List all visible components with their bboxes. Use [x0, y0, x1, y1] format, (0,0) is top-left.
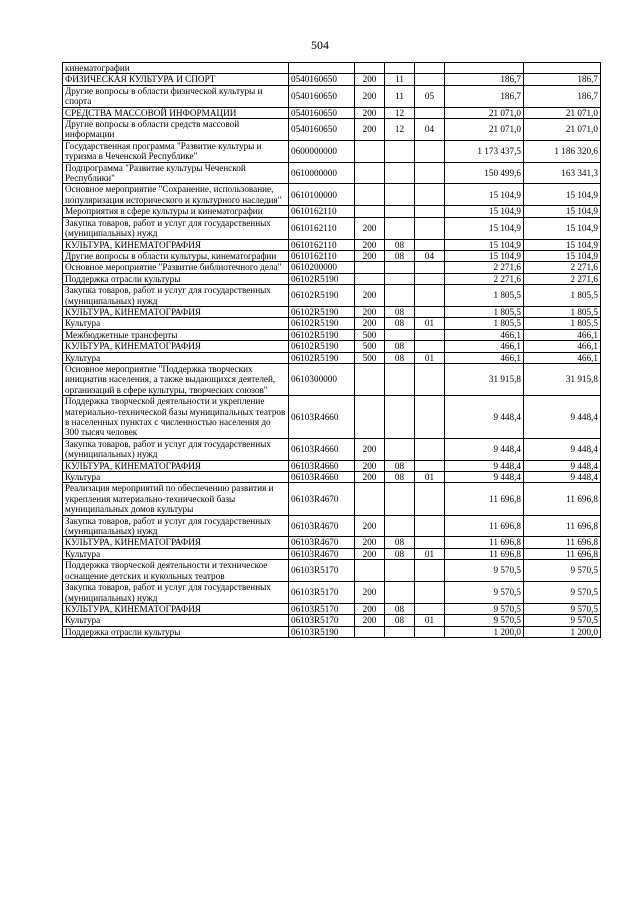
row-name: Закупка товаров, работ и услуг для государственных (муниципальных) нужд — [63, 217, 289, 239]
expense-type: 200 — [355, 615, 385, 626]
row-name: СРЕДСТВА МАССОВОЙ ИНФОРМАЦИИ — [63, 107, 289, 118]
expense-type: 200 — [355, 239, 385, 250]
table-row — [63, 107, 601, 118]
expense-type — [355, 162, 385, 184]
expense-type: 200 — [355, 582, 385, 604]
subsection: 05 — [415, 85, 445, 107]
amount-year-2: 11 696,8 — [524, 515, 601, 537]
expense-type — [355, 363, 385, 395]
target-code: 06103R4670 — [289, 548, 355, 559]
table-row — [63, 582, 601, 604]
amount-year-1: 150 499,6 — [445, 162, 524, 184]
section — [385, 329, 415, 340]
target-code: 06103R5170 — [289, 560, 355, 582]
section: 11 — [385, 74, 415, 85]
expense-type: 500 — [355, 329, 385, 340]
page-number: 504 — [311, 38, 329, 52]
amount-year-2: 15 104,9 — [524, 184, 601, 206]
row-name: Основное мероприятие "Сохранение, использование, популяризация исторического и культурного наследия" — [63, 184, 289, 206]
target-code: 06102R5190 — [289, 285, 355, 307]
amount-year-2: 15 104,9 — [524, 239, 601, 250]
budget-table-body — [63, 63, 601, 638]
target-code: 06103R4660 — [289, 396, 355, 439]
section: 08 — [385, 341, 415, 352]
row-name: ФИЗИЧЕСКАЯ КУЛЬТУРА И СПОРТ — [63, 74, 289, 85]
amount-year-2: 186,7 — [524, 85, 601, 107]
expense-type: 200 — [355, 285, 385, 307]
amount-year-1: 15 104,9 — [445, 217, 524, 239]
target-code: 0610100000 — [289, 184, 355, 206]
subsection: 01 — [415, 548, 445, 559]
section — [385, 483, 415, 515]
table-row — [63, 318, 601, 329]
amount-year-1: 9 570,5 — [445, 560, 524, 582]
target-code: 0540160650 — [289, 119, 355, 141]
section — [385, 285, 415, 307]
table-row — [63, 483, 601, 515]
target-code — [289, 63, 355, 74]
target-code: 06102R5190 — [289, 273, 355, 284]
amount-year-1 — [445, 63, 524, 74]
table-row — [63, 162, 601, 184]
row-name: Поддержка творческой деятельности и укрепление материально-технической базы муниципальных театров в населенных пунктах с численностью населения до 300 тысяч человек — [63, 396, 289, 439]
subsection — [415, 396, 445, 439]
target-code: 06103R5170 — [289, 582, 355, 604]
row-name: КУЛЬТУРА, КИНЕМАТОГРАФИЯ — [63, 537, 289, 548]
section: 08 — [385, 306, 415, 317]
target-code: 0610162110 — [289, 239, 355, 250]
row-name: Реализация мероприятий по обеспечению развития и укрепления материально-технической базы муниципальных домов культуры — [63, 483, 289, 515]
subsection: 01 — [415, 472, 445, 483]
row-name: Основное мероприятие "Развитие библиотечного дела" — [63, 262, 289, 273]
target-code: 06103R4670 — [289, 537, 355, 548]
row-name: Поддержка отрасли культуры — [63, 273, 289, 284]
section — [385, 396, 415, 439]
expense-type — [355, 184, 385, 206]
amount-year-1: 1 805,5 — [445, 318, 524, 329]
target-code: 06103R4670 — [289, 515, 355, 537]
amount-year-1: 15 104,9 — [445, 184, 524, 206]
amount-year-1: 1 805,5 — [445, 306, 524, 317]
row-name: КУЛЬТУРА, КИНЕМАТОГРАФИЯ — [63, 239, 289, 250]
amount-year-2: 15 104,9 — [524, 206, 601, 217]
target-code: 0540160650 — [289, 107, 355, 118]
expense-type: 200 — [355, 472, 385, 483]
amount-year-2: 11 696,8 — [524, 483, 601, 515]
row-name: Закупка товаров, работ и услуг для государственных (муниципальных) нужд — [63, 438, 289, 460]
table-row — [63, 285, 601, 307]
section — [385, 626, 415, 637]
expense-type: 200 — [355, 438, 385, 460]
amount-year-2: 9 448,4 — [524, 460, 601, 471]
section: 08 — [385, 250, 415, 261]
subsection — [415, 483, 445, 515]
subsection — [415, 560, 445, 582]
amount-year-2: 31 915,8 — [524, 363, 601, 395]
table-row — [63, 560, 601, 582]
amount-year-2: 1 186 320,6 — [524, 140, 601, 162]
expense-type: 200 — [355, 537, 385, 548]
section — [385, 582, 415, 604]
subsection — [415, 206, 445, 217]
section — [385, 184, 415, 206]
section: 08 — [385, 603, 415, 614]
subsection — [415, 626, 445, 637]
target-code: 0540160650 — [289, 85, 355, 107]
expense-type: 500 — [355, 352, 385, 363]
amount-year-1: 186,7 — [445, 74, 524, 85]
amount-year-2: 1 805,5 — [524, 306, 601, 317]
amount-year-1: 186,7 — [445, 85, 524, 107]
expense-type — [355, 396, 385, 439]
table-row — [63, 306, 601, 317]
target-code: 06103R5190 — [289, 626, 355, 637]
subsection — [415, 603, 445, 614]
row-name: Мероприятия в сфере культуры и кинематографии — [63, 206, 289, 217]
table-row — [63, 63, 601, 74]
subsection — [415, 363, 445, 395]
target-code: 06102R5190 — [289, 341, 355, 352]
budget-table — [62, 62, 601, 638]
table-row — [63, 250, 601, 261]
target-code: 06103R4660 — [289, 460, 355, 471]
expense-type — [355, 273, 385, 284]
table-row — [63, 184, 601, 206]
table-row — [63, 273, 601, 284]
amount-year-1: 31 915,8 — [445, 363, 524, 395]
subsection — [415, 582, 445, 604]
section: 12 — [385, 119, 415, 141]
expense-type: 200 — [355, 107, 385, 118]
section: 08 — [385, 460, 415, 471]
subsection — [415, 162, 445, 184]
section: 08 — [385, 472, 415, 483]
amount-year-1: 466,1 — [445, 341, 524, 352]
amount-year-1: 9 448,4 — [445, 472, 524, 483]
table-row — [63, 537, 601, 548]
row-name: Другие вопросы в области физической культуры и спорта — [63, 85, 289, 107]
expense-type — [355, 262, 385, 273]
table-row — [63, 352, 601, 363]
table-row — [63, 548, 601, 559]
table-row — [63, 262, 601, 273]
amount-year-2: 186,7 — [524, 74, 601, 85]
row-name: Культура — [63, 548, 289, 559]
amount-year-2: 9 448,4 — [524, 396, 601, 439]
amount-year-2: 11 696,8 — [524, 548, 601, 559]
row-name: Культура — [63, 352, 289, 363]
subsection — [415, 74, 445, 85]
row-name: Другие вопросы в области культуры, кинематографии — [63, 250, 289, 261]
table-row — [63, 239, 601, 250]
row-name: Поддержка творческой деятельности и техническое оснащение детских и кукольных театров — [63, 560, 289, 582]
amount-year-1: 21 071,0 — [445, 119, 524, 141]
section: 11 — [385, 85, 415, 107]
amount-year-1: 466,1 — [445, 329, 524, 340]
table-row — [63, 74, 601, 85]
subsection — [415, 217, 445, 239]
amount-year-2: 1 805,5 — [524, 318, 601, 329]
subsection — [415, 438, 445, 460]
row-name: Подпрограмма "Развитие культуры Чеченской Республики" — [63, 162, 289, 184]
row-name: Межбюджетные трансферты — [63, 329, 289, 340]
amount-year-2: 466,1 — [524, 329, 601, 340]
expense-type — [355, 483, 385, 515]
expense-type — [355, 140, 385, 162]
row-name: КУЛЬТУРА, КИНЕМАТОГРАФИЯ — [63, 603, 289, 614]
subsection — [415, 285, 445, 307]
subsection: 01 — [415, 615, 445, 626]
subsection — [415, 239, 445, 250]
section: 08 — [385, 548, 415, 559]
target-code: 06102R5190 — [289, 318, 355, 329]
amount-year-1: 11 696,8 — [445, 537, 524, 548]
target-code: 06103R4660 — [289, 438, 355, 460]
amount-year-2: 2 271,6 — [524, 262, 601, 273]
amount-year-1: 9 570,5 — [445, 582, 524, 604]
amount-year-2: 21 071,0 — [524, 107, 601, 118]
amount-year-2: 9 570,5 — [524, 582, 601, 604]
amount-year-2: 15 104,9 — [524, 250, 601, 261]
target-code: 0600000000 — [289, 140, 355, 162]
amount-year-1: 9 570,5 — [445, 615, 524, 626]
table-row — [63, 329, 601, 340]
expense-type: 200 — [355, 250, 385, 261]
table-row — [63, 626, 601, 637]
section — [385, 217, 415, 239]
section: 08 — [385, 239, 415, 250]
expense-type — [355, 560, 385, 582]
row-name: Культура — [63, 318, 289, 329]
subsection — [415, 537, 445, 548]
subsection — [415, 341, 445, 352]
amount-year-2: 9 570,5 — [524, 560, 601, 582]
amount-year-1: 2 271,6 — [445, 273, 524, 284]
amount-year-2: 21 071,0 — [524, 119, 601, 141]
row-name: Закупка товаров, работ и услуг для государственных (муниципальных) нужд — [63, 285, 289, 307]
subsection: 01 — [415, 352, 445, 363]
amount-year-2: 9 448,4 — [524, 472, 601, 483]
section — [385, 140, 415, 162]
table-row — [63, 119, 601, 141]
amount-year-1: 9 448,4 — [445, 460, 524, 471]
section: 12 — [385, 107, 415, 118]
subsection: 04 — [415, 119, 445, 141]
amount-year-1: 11 696,8 — [445, 548, 524, 559]
expense-type — [355, 206, 385, 217]
subsection — [415, 140, 445, 162]
row-name: Государственная программа "Развитие культуры и туризма в Чеченской Республике" — [63, 140, 289, 162]
amount-year-1: 21 071,0 — [445, 107, 524, 118]
amount-year-2: 15 104,9 — [524, 217, 601, 239]
row-name: КУЛЬТУРА, КИНЕМАТОГРАФИЯ — [63, 460, 289, 471]
target-code: 06102R5190 — [289, 352, 355, 363]
table-row — [63, 140, 601, 162]
target-code: 0610300000 — [289, 363, 355, 395]
amount-year-1: 9 448,4 — [445, 396, 524, 439]
row-name: Закупка товаров, работ и услуг для государственных (муниципальных) нужд — [63, 582, 289, 604]
amount-year-2: 466,1 — [524, 341, 601, 352]
row-name: КУЛЬТУРА, КИНЕМАТОГРАФИЯ — [63, 341, 289, 352]
section — [385, 162, 415, 184]
section — [385, 438, 415, 460]
row-name: Основное мероприятие "Поддержка творческих инициатив населения, а также выдающихся деятелей, организаций в сфере культуры, творческих союзов" — [63, 363, 289, 395]
row-name: Закупка товаров, работ и услуг для государственных (муниципальных) нужд — [63, 515, 289, 537]
expense-type: 200 — [355, 515, 385, 537]
amount-year-1: 15 104,9 — [445, 239, 524, 250]
section — [385, 63, 415, 74]
table-row — [63, 217, 601, 239]
subsection — [415, 515, 445, 537]
section: 08 — [385, 537, 415, 548]
amount-year-1: 1 805,5 — [445, 285, 524, 307]
subsection: 01 — [415, 318, 445, 329]
expense-type: 500 — [355, 341, 385, 352]
amount-year-1: 1 173 437,5 — [445, 140, 524, 162]
target-code: 06103R4670 — [289, 483, 355, 515]
target-code: 06102R5190 — [289, 329, 355, 340]
row-name: Другие вопросы в области средств массовой информации — [63, 119, 289, 141]
row-name: кинематографии — [63, 63, 289, 74]
table-row — [63, 341, 601, 352]
table-row — [63, 363, 601, 395]
target-code: 0610200000 — [289, 262, 355, 273]
target-code: 0610162110 — [289, 206, 355, 217]
amount-year-2: 163 341,3 — [524, 162, 601, 184]
amount-year-1: 9 448,4 — [445, 438, 524, 460]
amount-year-2: 466,1 — [524, 352, 601, 363]
expense-type: 200 — [355, 603, 385, 614]
section — [385, 206, 415, 217]
section: 08 — [385, 352, 415, 363]
amount-year-2: 1 805,5 — [524, 285, 601, 307]
section — [385, 363, 415, 395]
expense-type: 200 — [355, 85, 385, 107]
amount-year-1: 15 104,9 — [445, 250, 524, 261]
subsection — [415, 460, 445, 471]
expense-type: 200 — [355, 318, 385, 329]
row-name: Культура — [63, 615, 289, 626]
table-row — [63, 438, 601, 460]
expense-type — [355, 63, 385, 74]
target-code: 0610162110 — [289, 217, 355, 239]
amount-year-1: 9 570,5 — [445, 603, 524, 614]
amount-year-1: 1 200,0 — [445, 626, 524, 637]
target-code: 0610162110 — [289, 250, 355, 261]
target-code: 06102R5190 — [289, 306, 355, 317]
table-row — [63, 515, 601, 537]
subsection — [415, 184, 445, 206]
expense-type: 200 — [355, 74, 385, 85]
section — [385, 262, 415, 273]
expense-type: 200 — [355, 217, 385, 239]
expense-type: 200 — [355, 460, 385, 471]
target-code: 0610000000 — [289, 162, 355, 184]
expense-type: 200 — [355, 306, 385, 317]
amount-year-1: 2 271,6 — [445, 262, 524, 273]
subsection — [415, 273, 445, 284]
expense-type: 200 — [355, 548, 385, 559]
subsection — [415, 107, 445, 118]
section: 08 — [385, 615, 415, 626]
amount-year-2 — [524, 63, 601, 74]
amount-year-1: 11 696,8 — [445, 515, 524, 537]
row-name: КУЛЬТУРА, КИНЕМАТОГРАФИЯ — [63, 306, 289, 317]
table-row — [63, 206, 601, 217]
section — [385, 273, 415, 284]
section — [385, 560, 415, 582]
target-code: 06103R5170 — [289, 603, 355, 614]
target-code: 06103R5170 — [289, 615, 355, 626]
amount-year-1: 11 696,8 — [445, 483, 524, 515]
table-row — [63, 603, 601, 614]
section: 08 — [385, 318, 415, 329]
subsection — [415, 306, 445, 317]
section — [385, 515, 415, 537]
table-row — [63, 85, 601, 107]
expense-type: 200 — [355, 119, 385, 141]
table-row — [63, 396, 601, 439]
target-code: 0540160650 — [289, 74, 355, 85]
subsection: 04 — [415, 250, 445, 261]
row-name: Поддержка отрасли культуры — [63, 626, 289, 637]
table-row — [63, 460, 601, 471]
amount-year-2: 9 570,5 — [524, 603, 601, 614]
subsection — [415, 329, 445, 340]
expense-type — [355, 626, 385, 637]
amount-year-2: 9 570,5 — [524, 615, 601, 626]
amount-year-2: 1 200,0 — [524, 626, 601, 637]
amount-year-1: 15 104,9 — [445, 206, 524, 217]
amount-year-2: 9 448,4 — [524, 438, 601, 460]
amount-year-1: 466,1 — [445, 352, 524, 363]
amount-year-2: 2 271,6 — [524, 273, 601, 284]
table-row — [63, 615, 601, 626]
subsection — [415, 262, 445, 273]
amount-year-2: 11 696,8 — [524, 537, 601, 548]
target-code: 06103R4660 — [289, 472, 355, 483]
row-name: Культура — [63, 472, 289, 483]
table-row — [63, 472, 601, 483]
subsection — [415, 63, 445, 74]
